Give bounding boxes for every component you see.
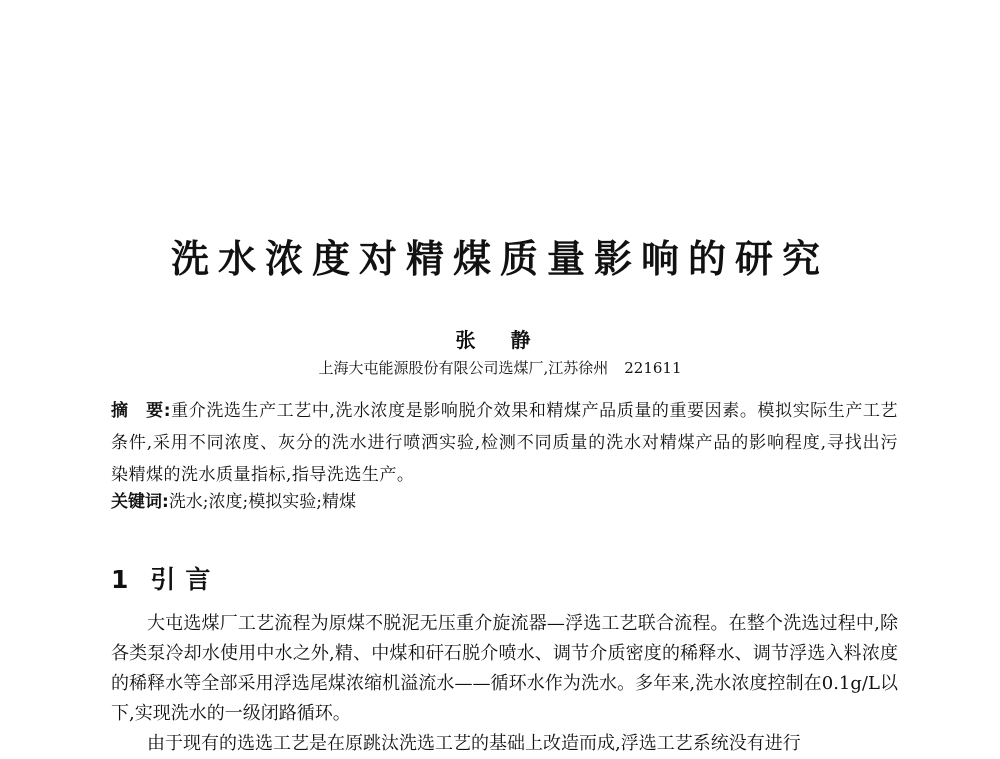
abstract-label: 摘 要: [111,401,172,421]
author-name: 张 静 [455,328,545,352]
keywords-text: 洗水;浓度;模拟实验;精煤 [168,492,356,512]
abstract-text: 重介洗选生产工艺中,洗水浓度是影响脱介效果和精煤产品质量的重要因素。模拟实际生产工艺条件,采用不同浓度、灰分的洗水进行喷洒实验,检测不同质量的洗水对精煤产品的影响程度,寻找出污染精煤的洗水质量指标,指导洗选生产。 [111,401,898,485]
section-number: 1 [111,565,129,594]
body-text [111,609,898,759]
keywords-label: 关键词: [111,492,169,512]
section-heading [111,560,220,596]
keywords [111,488,898,516]
affiliation [0,357,1000,378]
paper-title: 洗水浓度对精煤质量影响的研究 [170,237,829,281]
postcode: 221611 [624,359,682,377]
paragraph-1: 大屯选煤厂工艺流程为原煤不脱泥无压重介旋流器—浮选工艺联合流程。在整个洗选过程中,除各类泵冷却水使用中水之外,精、中煤和矸石脱介喷水、调节介质密度的稀释水、调节浮选入料浓度的稀释水等全部采用浮选尾煤浓缩机溢流水——循环水作为洗水。多年来,洗水浓度控制在0.1g/L以下,实现洗水的一级闭路循环。 [111,613,898,724]
section-title: 引言 [150,565,221,594]
affiliation-name: 上海大屯能源股份有限公司选煤厂,江苏徐州 [318,359,609,377]
paragraph-2: 由于现有的选选工艺是在原跳汰洗选工艺的基础上改造而成,浮选工艺系统没有进行 [147,733,801,754]
abstract [111,395,898,491]
